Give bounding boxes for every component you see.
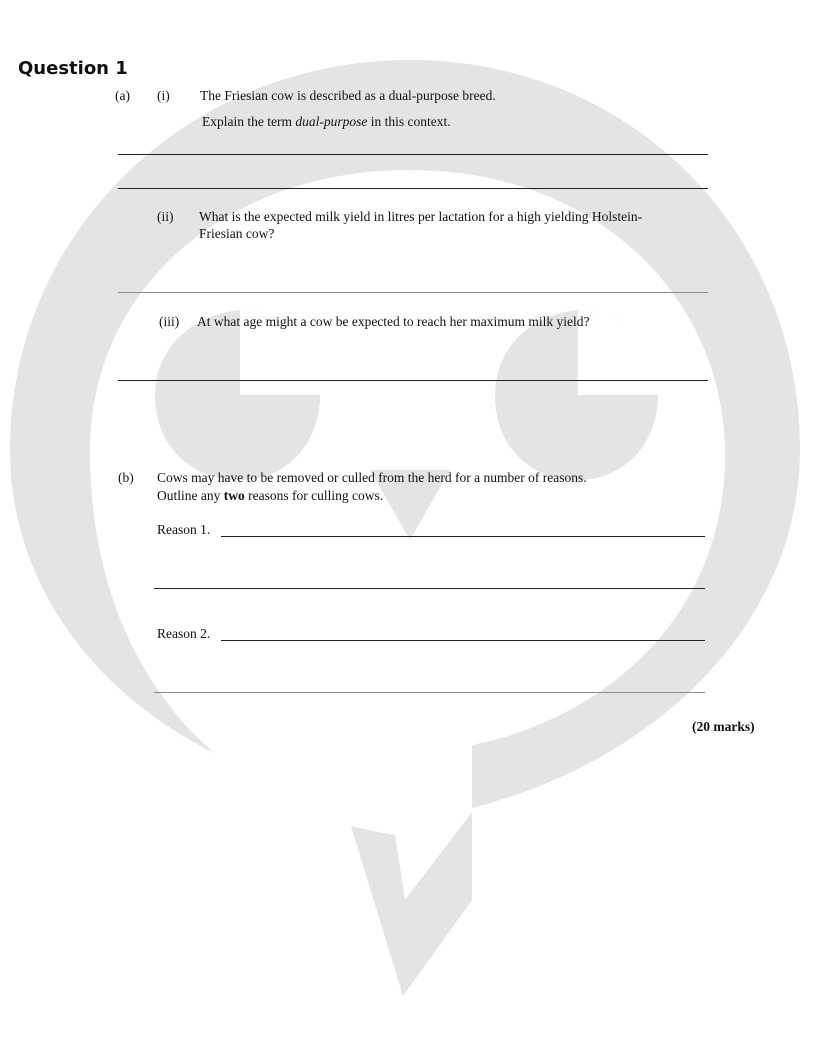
reason-1-label: Reason 1.: [157, 522, 211, 537]
part-b-line2: [157, 487, 383, 504]
answer-line-a-i-2[interactable]: [118, 188, 708, 189]
part-a-label: (a): [115, 88, 130, 103]
part-b-line2-pre: Outline any: [157, 488, 224, 503]
marks-total: (20 marks): [692, 719, 755, 734]
part-a-i-line2-post: in this context.: [367, 114, 451, 129]
part-a-iii-text: At what age might a cow be expected to reach her maximum milk yield?: [197, 314, 590, 329]
part-a-i-label: (i): [157, 88, 170, 103]
part-b-line1: Cows may have to be removed or culled from the herd for a number of reasons.: [157, 470, 587, 485]
part-a-iii-label: (iii): [159, 314, 180, 329]
part-a-ii-line1: What is the expected milk yield in litres per lactation for a high yielding Holstein-: [199, 209, 643, 224]
answer-line-a-i-1[interactable]: [118, 154, 708, 155]
part-a-i-line1: The Friesian cow is described as a dual-purpose breed.: [200, 88, 496, 103]
part-a-ii-line2: Friesian cow?: [199, 226, 275, 241]
part-b-label: (b): [118, 470, 134, 485]
part-a-i-line2: [202, 113, 451, 130]
answer-line-reason-1-a[interactable]: [221, 536, 705, 537]
answer-line-a-ii[interactable]: [118, 292, 708, 293]
part-b-line2-bold: two: [223, 488, 245, 503]
reason-2-label: Reason 2.: [157, 626, 211, 641]
answer-line-reason-1-b[interactable]: [154, 588, 705, 589]
part-b-line2-post: reasons for culling cows.: [244, 488, 384, 503]
part-a-i-term: dual-purpose: [295, 114, 368, 129]
part-a-ii-label: (ii): [157, 209, 174, 224]
answer-line-reason-2-a[interactable]: [221, 640, 705, 641]
part-a-i-line2-pre: Explain the term: [202, 114, 296, 129]
question-title: Question 1: [18, 58, 128, 79]
answer-line-reason-2-b[interactable]: [154, 692, 705, 693]
answer-line-a-iii[interactable]: [118, 380, 708, 381]
